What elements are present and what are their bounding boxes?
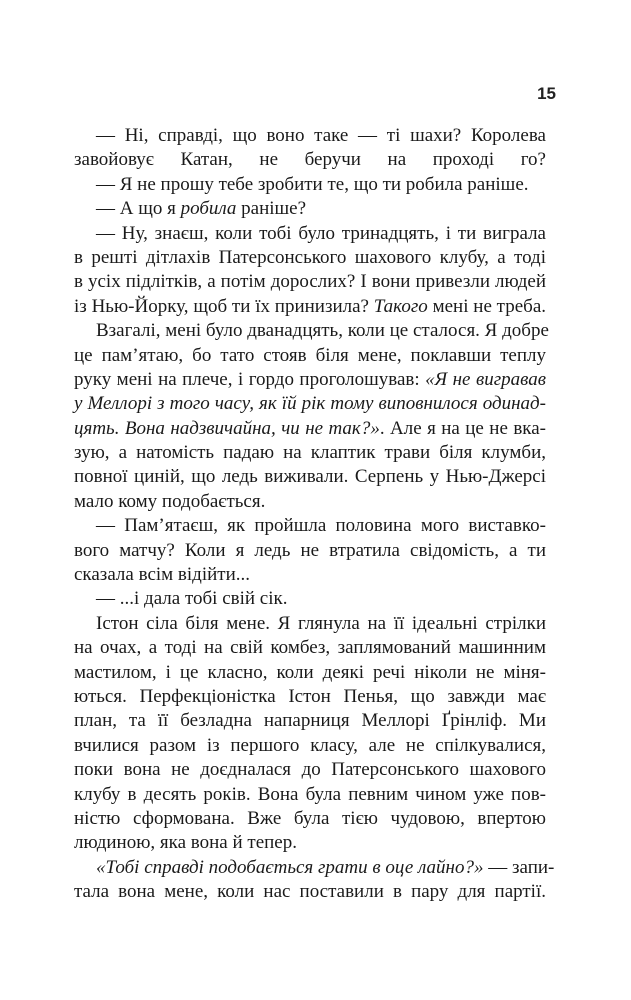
- text-segment: мастилом, і це класно, коли деякі речі ніколи не міня-: [74, 661, 546, 683]
- text-segment: — Ну, знаєш, коли тобі було тринадцять, і ти виграла: [96, 222, 546, 244]
- text-line: [74, 783, 546, 807]
- text-segment: план, та її безладна напарниця Меллорі Ґрінліф. Ми: [74, 710, 546, 732]
- body-text: [74, 124, 555, 905]
- text-segment: завойовує Катан, не беручи на проході го?: [74, 149, 546, 171]
- text-line: [74, 319, 549, 343]
- text-line: [74, 563, 546, 587]
- text-segment: вого матчу? Коли я ледь не втратила свідомість, а ти: [74, 539, 546, 561]
- text-line: [74, 246, 546, 270]
- text-line: [74, 222, 546, 246]
- text-line: [74, 392, 546, 416]
- text-line: [74, 856, 555, 880]
- text-segment: ються. Перфекціоністка Істон Пенья, що завжди має: [74, 685, 546, 707]
- text-line: [74, 880, 546, 904]
- text-segment: вчилися разом із першого класу, але не спілкувалися,: [74, 734, 546, 756]
- text-segment: людиною, яка вона й тепер.: [74, 832, 297, 854]
- text-line: [74, 734, 546, 758]
- italic-text: у Меллорі з того часу, як їй рік тому виповнилося одинад-: [74, 393, 546, 415]
- text-segment: клубу в десять років. Вона була певним чином уже пов-: [74, 783, 546, 805]
- text-segment: руку мені на плече, і гордо проголошував:: [74, 368, 426, 390]
- italic-text: «Я не вигравав: [425, 368, 546, 390]
- text-line: [74, 270, 546, 294]
- text-segment: поки вона не доєдналася до Патерсонського шахового: [74, 759, 546, 781]
- italic-text: «Тобі справді подобається грати в оце лайно?»: [96, 856, 484, 878]
- text-segment: в усіх підлітків, а потім дорослих? І вони привезли людей: [74, 271, 546, 293]
- text-line: [74, 441, 546, 465]
- text-segment: — Ні, справді, що воно таке — ті шахи? Королева: [96, 125, 546, 146]
- text-line: [74, 514, 546, 538]
- text-line: [74, 661, 546, 685]
- text-segment: мені не треба.: [427, 295, 546, 317]
- text-segment: мало кому подобається.: [74, 490, 266, 512]
- text-line: [74, 295, 546, 319]
- text-line: [74, 612, 546, 636]
- text-line: [74, 685, 546, 709]
- text-segment: Взагалі, мені було дванадцять, коли це сталося. Я добре: [96, 320, 549, 342]
- text-line: [74, 148, 546, 172]
- text-segment: це пам’ятаю, бо тато стояв біля мене, поклавши теплу: [74, 344, 546, 366]
- text-segment: — запи-: [483, 856, 555, 878]
- text-line: [74, 636, 546, 660]
- text-line: [74, 831, 546, 855]
- text-segment: сказала всім відійти...: [74, 564, 251, 586]
- text-segment: повної циній, що ледь виживали. Серпень у Нью-Джерсі: [74, 466, 546, 488]
- page-number: 15: [537, 84, 556, 103]
- text-line: [74, 807, 546, 831]
- text-segment: Істон сіла біля мене. Я глянула на її ідеальні стрілки: [96, 612, 546, 634]
- text-line: [74, 344, 546, 368]
- text-segment: — ...і дала тобі свій сік.: [96, 588, 288, 610]
- text-line: [74, 197, 546, 221]
- text-line: [74, 173, 546, 197]
- text-line: [74, 417, 546, 441]
- text-segment: тала вона мене, коли нас поставили в пару для партії.: [74, 881, 546, 903]
- text-segment: — Пам’ятаєш, як пройшла половина мого виставко-: [96, 515, 546, 537]
- text-segment: в решті дітлахів Патерсонського шахового клубу, а тоді: [74, 246, 546, 268]
- text-line: [74, 539, 546, 563]
- text-line: [74, 368, 546, 392]
- text-segment: із Нью-Йорку, щоб ти їх принизила?: [74, 295, 374, 317]
- text-line: [74, 124, 546, 148]
- text-line: [74, 758, 546, 782]
- text-segment: . Але я на це не вка-: [379, 417, 546, 439]
- text-segment: раніше?: [236, 198, 307, 220]
- text-segment: на очах, а тоді на свій комбез, заплямований машинним: [74, 637, 546, 659]
- text-line: [74, 490, 546, 514]
- text-segment: — Я не прошу тебе зробити те, що ти робила раніше.: [96, 173, 529, 195]
- text-segment: ністю сформована. Вже була тією чудовою, впертою: [74, 807, 546, 829]
- text-segment: зую, а натомість падаю на клаптик трави біля клумби,: [74, 442, 546, 464]
- text-segment: — А що я: [96, 198, 181, 220]
- italic-text: робила: [180, 198, 237, 220]
- italic-text: цять. Вона надзвичайна, чи не так?»: [74, 417, 380, 439]
- italic-text: Такого: [373, 295, 428, 317]
- text-line: [74, 465, 546, 489]
- text-line: [74, 709, 546, 733]
- text-line: [74, 587, 546, 611]
